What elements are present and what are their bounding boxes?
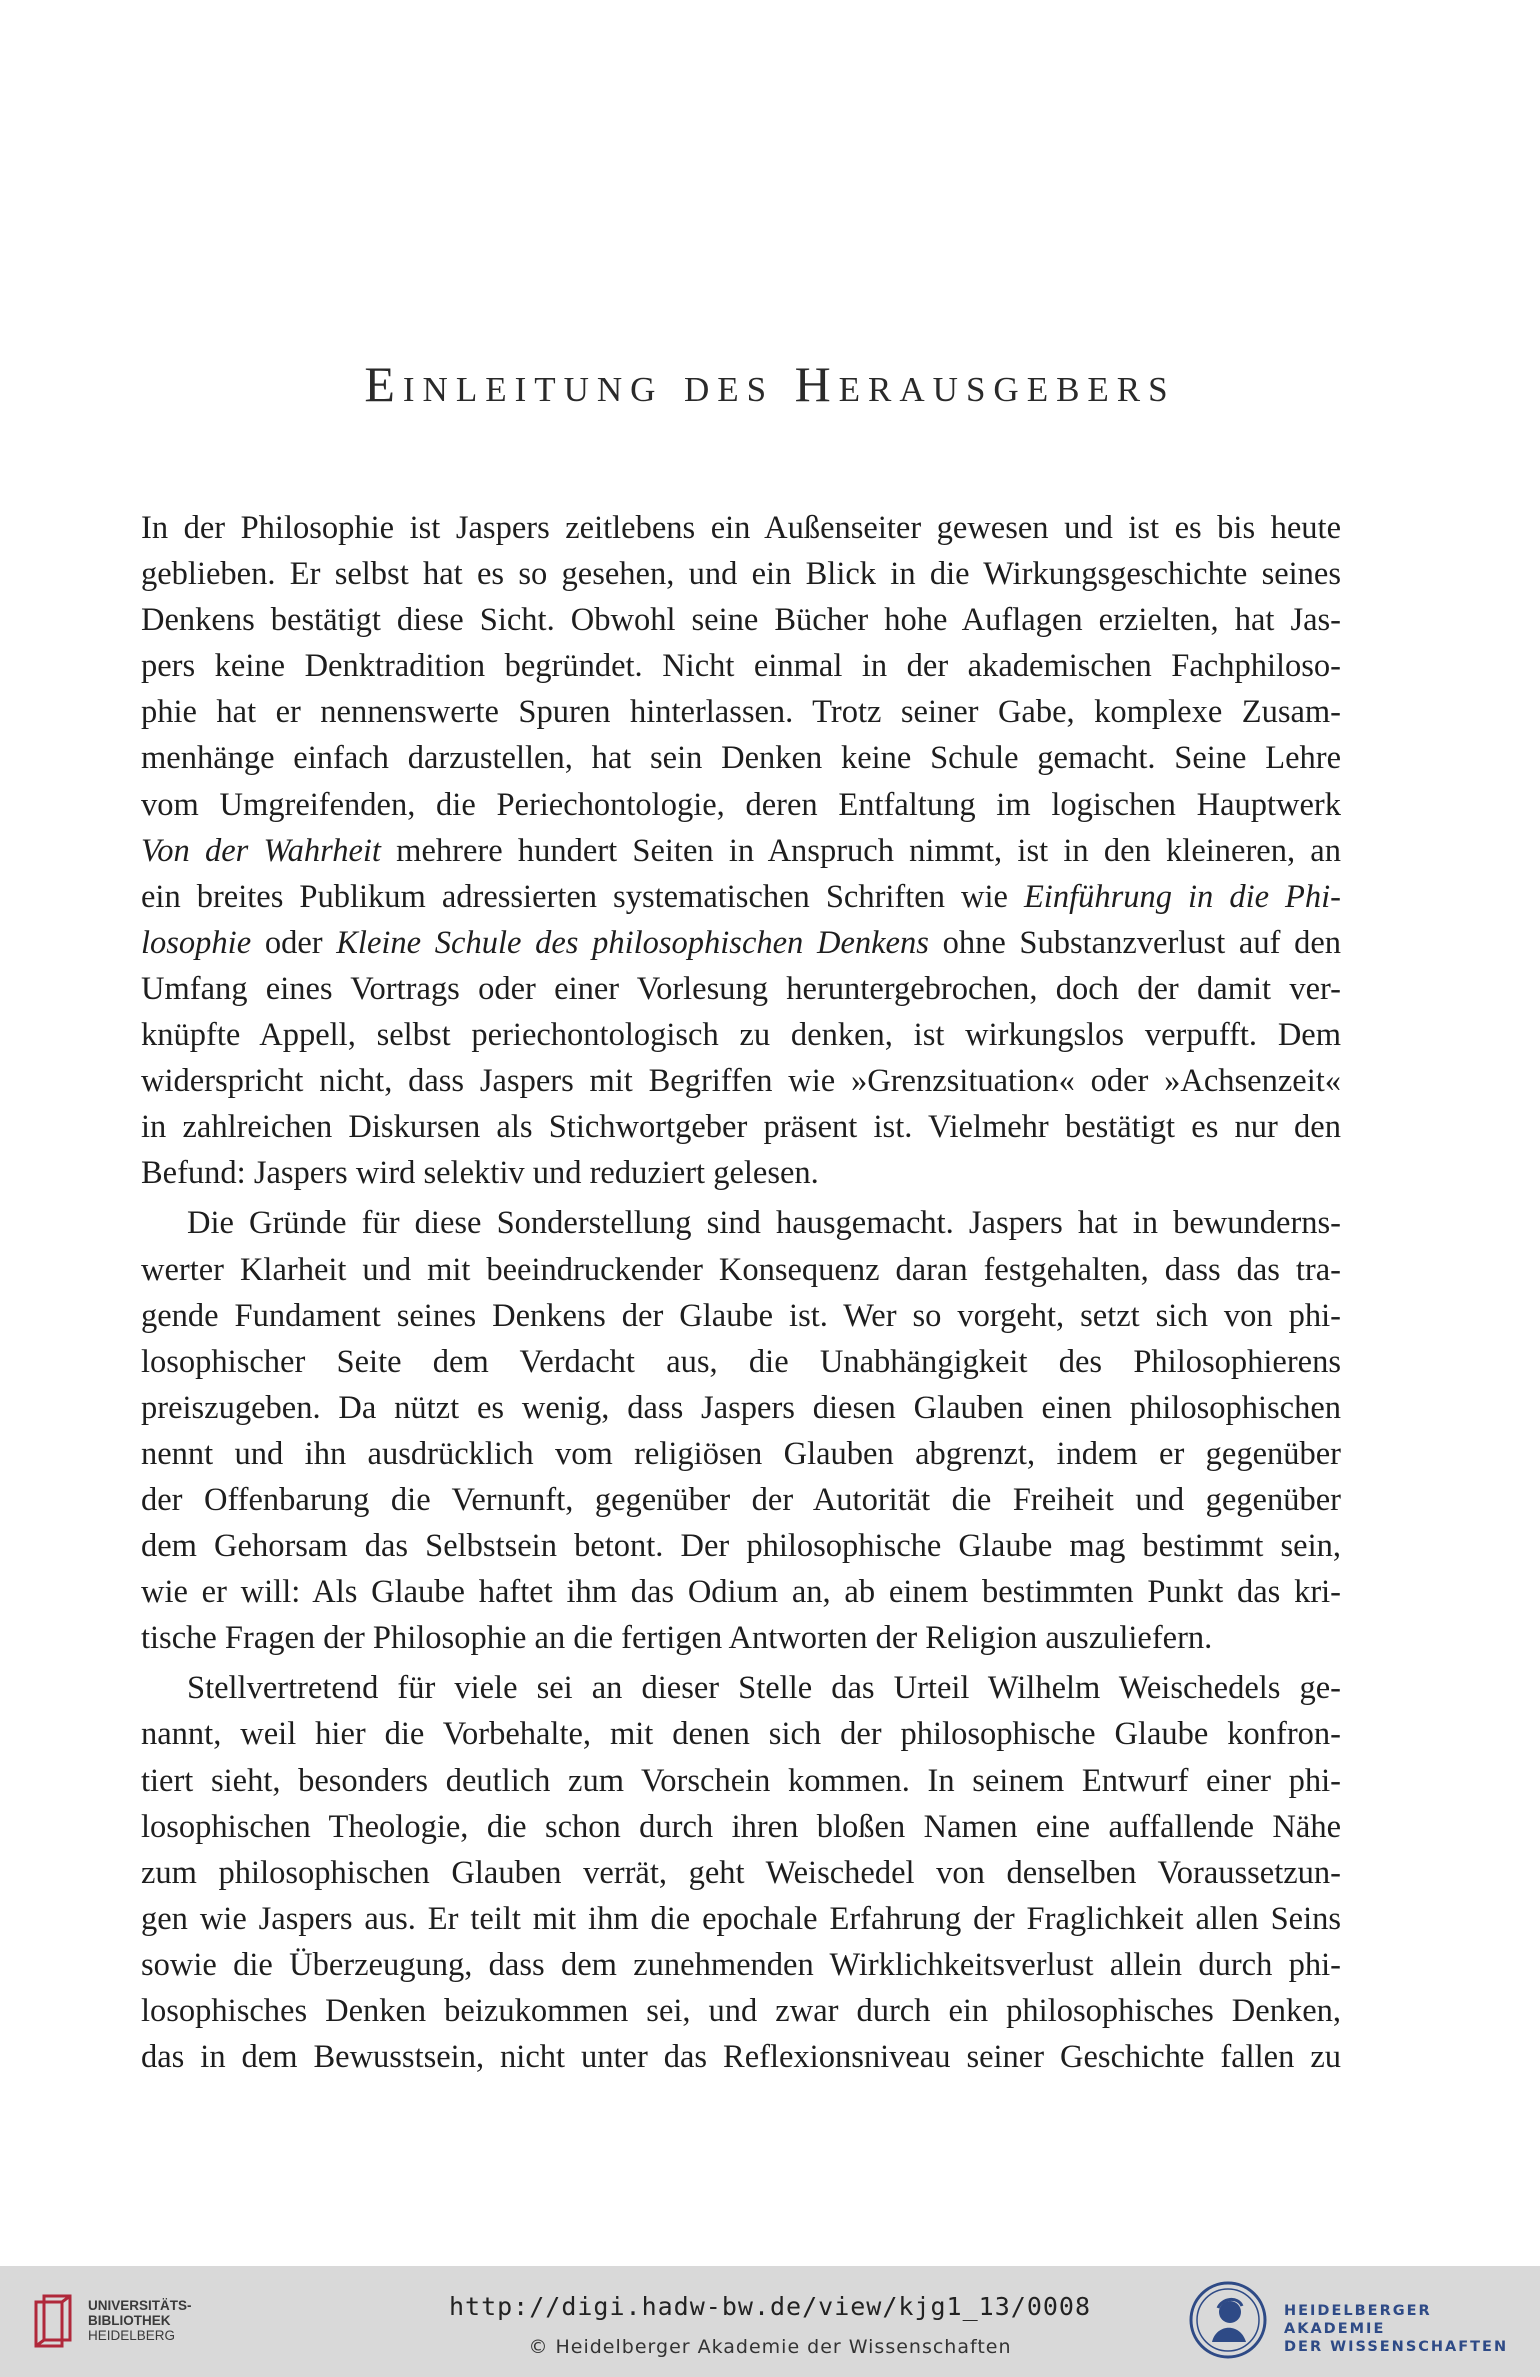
text-line: [141, 1988, 1341, 2034]
text-line: [141, 920, 1341, 966]
academy-name-line: HEIDELBERGER AKADEMIE: [1284, 2303, 1432, 2337]
text-line: [141, 643, 1341, 689]
text-line: [141, 1150, 1341, 1196]
text-line: [141, 1665, 1341, 1711]
academy-seal-icon: [1188, 2280, 1268, 2360]
body-text-run: knüpfte Appell, selbst periechontologisch zu denken, ist wirkungslos verpufft. Dem: [141, 1017, 1341, 1054]
text-line: [141, 2034, 1341, 2080]
body-text-run: losophisches Denken beizukommen sei, und zwar durch ein philosophisches Denken,: [141, 1993, 1341, 2029]
text-line: [141, 1293, 1341, 1339]
body-text-run: geblieben. Er selbst hat es so gesehen, und ein Blick in die Wirkungsgeschichte seines: [141, 556, 1341, 593]
body-text-run: Stellvertretend für viele sei an dieser Stelle das Urteil Wilhelm Weischedels ge-: [187, 1670, 1341, 1707]
body-text-run: vom Umgreifenden, die Periechontologie, deren Entfaltung im logischen Hauptwerk: [141, 786, 1341, 823]
body-text-run: widerspricht nicht, dass Jaspers mit Begriffen wie »Grenzsituation« oder »Achsenzeit«: [141, 1063, 1341, 1100]
text-line: [141, 1431, 1341, 1477]
text-line: [141, 966, 1341, 1012]
footer-bar: [0, 2266, 1540, 2377]
page-title: Einleitung des Herausgebers: [364, 356, 1176, 412]
body-text-run: phie hat er nennenswerte Spuren hinterlassen. Trotz seiner Gabe, komplexe Zusam-: [141, 694, 1341, 731]
text-line: [141, 1200, 1341, 1246]
library-name-line: BIBLIOTHEK: [88, 2313, 171, 2328]
text-line: [141, 1385, 1341, 1431]
text-line: [141, 1523, 1341, 1569]
italic-title-text: losophie: [141, 924, 252, 961]
body-text-run: gende Fundament seines Denkens der Glaube ist. Wer so vorgeht, setzt sich von phi-: [141, 1297, 1341, 1334]
text-line: [141, 1758, 1341, 1804]
body-text-run: losophischer Seite dem Verdacht aus, die Unabhängigkeit des Philosophierens: [141, 1343, 1341, 1380]
body-text-run: das in dem Bewusstsein, nicht unter das Reflexionsniveau seiner Geschichte fallen zu: [141, 2039, 1341, 2076]
body-text-run: zum philosophischen Glauben verrät, geht Weischedel von denselben Voraussetzun-: [141, 1854, 1341, 1891]
text-line: [141, 1012, 1341, 1058]
body-text-run: Befund: Jaspers wird selektiv und reduziert gelesen.: [141, 1155, 819, 1192]
body-text-run: preiszugeben. Da nützt es wenig, dass Jaspers diesen Glauben einen philosophischen: [141, 1389, 1341, 1426]
text-line: [141, 1942, 1341, 1988]
body-text-run: In der Philosophie ist Jaspers zeitlebens ein Außenseiter gewesen und ist es bis heute: [141, 510, 1341, 546]
library-name-line: UNIVERSITÄTS-: [88, 2298, 192, 2313]
text-line: [141, 551, 1341, 597]
copyright-notice: © Heidelberger Akademie der Wissenschaften: [528, 2336, 1012, 2358]
body-text-run: pers keine Denktradition begründet. Nicht einmal in der akademischen Fachphiloso-: [141, 648, 1341, 685]
text-line: [141, 1104, 1341, 1150]
text-line: [141, 782, 1341, 828]
academy-name-line: DER WISSENSCHAFTEN: [1284, 2339, 1509, 2355]
body-text-run: dem Gehorsam das Selbstsein betont. Der philosophische Glaube mag bestimmt sein,: [141, 1528, 1341, 1565]
body-text-run: oder: [251, 924, 337, 961]
body-text-run: mehrere hundert Seiten in Anspruch nimmt, ist in den kleineren, an: [380, 832, 1341, 869]
academy-name: [1284, 2302, 1540, 2356]
body-text-run: Die Gründe für diese Sonderstellung sind hausgemacht. Jaspers hat in bewunderns-: [187, 1205, 1341, 1242]
text-line: [141, 1569, 1341, 1615]
text-line: [141, 1711, 1341, 1757]
body-text-run: nannt, weil hier die Vorbehalte, mit denen sich der philosophische Glaube konfron-: [141, 1716, 1341, 1753]
text-line: [141, 828, 1341, 874]
body-text-run: Umfang eines Vortrags oder einer Vorlesung heruntergebrochen, doch der damit ver-: [141, 970, 1341, 1007]
body-text: [141, 505, 1341, 2080]
body-text-run: der Offenbarung die Vernunft, gegenüber der Autorität die Freiheit und gegenüber: [141, 1481, 1341, 1518]
body-text-run: tiert sieht, besonders deutlich zum Vorschein kommen. In seinem Entwurf einer phi-: [141, 1762, 1341, 1799]
text-line: [141, 1615, 1341, 1661]
text-line: [141, 1850, 1341, 1896]
library-name-line: HEIDELBERG: [88, 2328, 176, 2343]
body-text-run: menhänge einfach darzustellen, hat sein Denken keine Schule gemacht. Seine Lehre: [141, 740, 1341, 777]
body-text-run: wie er will: Als Glaube haftet ihm das Odium an, ab einem bestimmten Punkt das kri-: [141, 1574, 1341, 1611]
text-line: [141, 1896, 1341, 1942]
text-line: [141, 1804, 1341, 1850]
body-text-run: ohne Substanzverlust auf den: [928, 924, 1342, 961]
italic-title-text: Von der Wahrheit: [141, 832, 381, 869]
body-text-run: werter Klarheit und mit beeindruckender Konsequenz daran festgehalten, dass das tra-: [141, 1251, 1341, 1288]
body-text-run: in zahlreichen Diskursen als Stichwortgeber präsent ist. Vielmehr bestätigt es nur den: [141, 1109, 1341, 1146]
italic-title-text: Kleine Schule des philosophischen Denkens: [336, 924, 929, 961]
text-line: [141, 1247, 1341, 1293]
text-line: [141, 505, 1341, 551]
text-line: [141, 1058, 1341, 1104]
text-line: [141, 1477, 1341, 1523]
text-line: [141, 1339, 1341, 1385]
text-line: [141, 689, 1341, 735]
text-line: [141, 735, 1341, 781]
body-text-run: Denkens bestätigt diese Sicht. Obwohl seine Bücher hohe Auflagen erzielten, hat Jas-: [141, 602, 1341, 639]
body-text-run: nennt und ihn ausdrücklich vom religiösen Glauben abgrenzt, indem er gegenüber: [141, 1435, 1341, 1472]
italic-title-text: Einführung in die Phi-: [1023, 878, 1342, 915]
body-text-run: gen wie Jaspers aus. Er teilt mit ihm die epochale Erfahrung der Fraglichkeit allen Seins: [141, 1900, 1341, 1937]
body-text-run: losophischen Theologie, die schon durch ihren bloßen Namen eine auffallende Nähe: [141, 1808, 1341, 1845]
permalink-url[interactable]: http://digi.hadw-bw.de/view/kjg1_13/0008: [448, 2292, 1092, 2321]
text-line: [141, 874, 1341, 920]
body-text-run: sowie die Überzeugung, dass dem zunehmenden Wirklichkeitsverlust allein durch phi-: [141, 1946, 1341, 1983]
body-text-run: ein breites Publikum adressierten systematischen Schriften wie: [141, 878, 1024, 915]
body-text-run: tische Fragen der Philosophie an die fertigen Antworten der Religion auszuliefern.: [141, 1620, 1213, 1657]
text-line: [141, 597, 1341, 643]
